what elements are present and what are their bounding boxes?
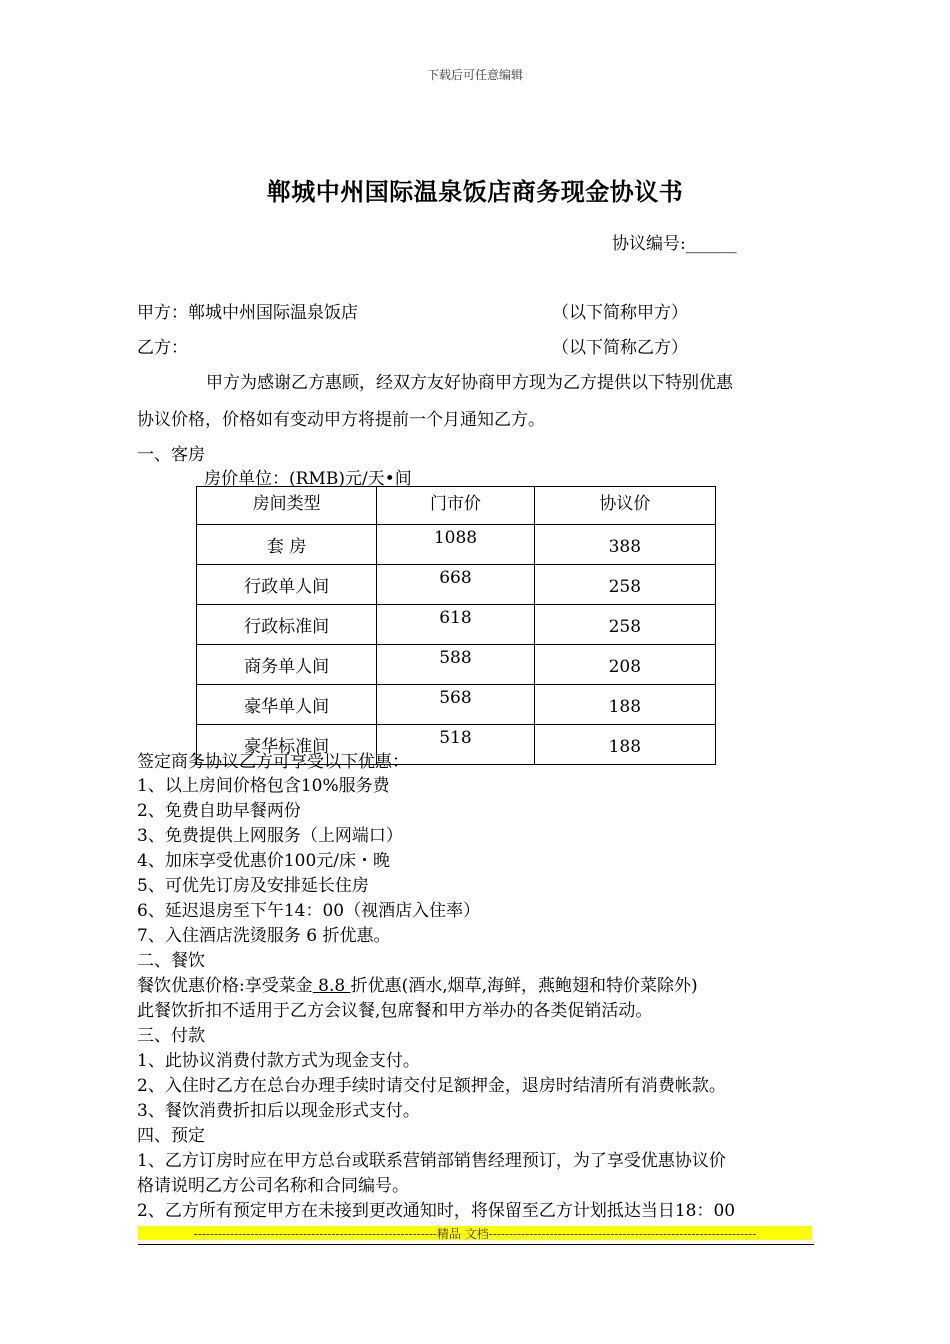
header-agreement-rate: 协议价 <box>534 487 715 525</box>
room-type: 行政标准间 <box>197 605 377 645</box>
room-type: 商务单人间 <box>197 645 377 685</box>
agreement-rate: 258 <box>534 565 715 605</box>
dining-discount-suffix: 折优惠(酒水,烟草,海鲜，燕鲍翅和特价菜除外) <box>350 976 698 996</box>
room-price-unit: 房价单位：(RMB)元/天•间 <box>204 469 412 489</box>
table-row <box>197 605 716 645</box>
header-note: 下载后可任意编辑 <box>426 68 523 82</box>
room-type: 豪华单人间 <box>197 685 377 725</box>
rack-rate: 618 <box>377 605 534 645</box>
intro-line-1: 甲方为感谢乙方惠顾，经双方友好协商甲方现为乙方提供以下特别优惠 <box>206 373 733 393</box>
room-type: 豪华标准间 <box>197 725 377 765</box>
dining-discount-prefix: 餐饮优惠价格:享受菜金 <box>137 976 313 996</box>
benefit-item: 3、免费提供上网服务（上网端口） <box>137 826 403 846</box>
party-a-note: （以下简称甲方） <box>552 303 688 323</box>
rack-rate: 668 <box>377 565 534 605</box>
dining-discount-value: 8.8 <box>312 976 351 996</box>
party-b: 乙方： <box>137 338 188 358</box>
rack-rate: 568 <box>377 685 534 725</box>
table-header-row <box>197 487 716 525</box>
benefit-item: 4、加床享受优惠价100元/床・晚 <box>137 851 390 871</box>
rack-rate: 1088 <box>377 525 534 565</box>
benefit-item: 1、以上房间价格包含10%服务费 <box>137 776 390 796</box>
benefit-item: 5、可优先订房及安排延长住房 <box>137 876 369 896</box>
agreement-number <box>612 229 737 254</box>
footer-text: ------------------------------------------------------------精品 文档------------------------------------------------------------------ <box>193 1227 757 1241</box>
booking-item-1-line-1: 1、乙方订房时应在甲方总台或联系营销部销售经理预订，为了享受优惠协议价 <box>137 1151 726 1171</box>
header-room-type: 房间类型 <box>197 487 377 525</box>
payment-item: 2、入住时乙方在总台办理手续时请交付足额押金，退房时结清所有消费帐款。 <box>137 1076 726 1096</box>
header-rack-rate: 门市价 <box>377 487 534 525</box>
agreement-rate: 188 <box>534 725 715 765</box>
payment-item: 1、此协议消费付款方式为现金支付。 <box>137 1051 420 1071</box>
section-rooms-heading: 一、客房 <box>137 445 205 465</box>
table-row <box>197 685 716 725</box>
agreement-rate: 188 <box>534 685 715 725</box>
footer-rule <box>138 1244 814 1245</box>
benefit-item: 7、入住酒店洗烫服务 6 折优惠。 <box>137 926 391 946</box>
table-row <box>197 525 716 565</box>
intro-line-2: 协议价格，价格如有变动甲方将提前一个月通知乙方。 <box>137 410 545 430</box>
dining-exclusion-line: 此餐饮折扣不适用于乙方会议餐,包席餐和甲方举办的各类促销活动。 <box>137 1001 653 1021</box>
section-dining-heading: 二、餐饮 <box>137 951 205 971</box>
booking-item-2-line-1: 2、乙方所有预定甲方在未接到更改通知时，将保留至乙方计划抵达当日18：00 <box>137 1201 736 1221</box>
rack-rate: 588 <box>377 645 534 685</box>
agreement-number-blank: ______ <box>685 234 737 254</box>
room-rate-table <box>196 486 716 765</box>
party-a: 甲方：郸城中州国际温泉饭店 <box>137 303 358 323</box>
agreement-rate: 388 <box>534 525 715 565</box>
benefit-item: 6、延迟退房至下午14：00（视酒店入住率） <box>137 901 481 921</box>
rack-rate: 518 <box>377 725 534 765</box>
agreement-number-label: 协议编号: <box>612 234 686 254</box>
section-booking-heading: 四、预定 <box>137 1126 205 1146</box>
party-b-note: （以下简称乙方） <box>552 338 688 358</box>
agreement-rate: 208 <box>534 645 715 685</box>
table-row <box>197 645 716 685</box>
booking-item-1-line-2: 格请说明乙方公司名称和合同编号。 <box>137 1176 409 1196</box>
table-row <box>197 565 716 605</box>
room-type: 行政单人间 <box>197 565 377 605</box>
dining-discount-line <box>137 971 698 996</box>
benefits-intro: 签定商务协议乙方可享受以下优惠： <box>137 752 409 772</box>
agreement-rate: 258 <box>534 605 715 645</box>
room-type: 套 房 <box>197 525 377 565</box>
payment-item: 3、餐饮消费折扣后以现金形式支付。 <box>137 1101 420 1121</box>
document-title: 郸城中州国际温泉饭店商务现金协议书 <box>266 178 684 206</box>
benefit-item: 2、免费自助早餐两份 <box>137 801 301 821</box>
section-payment-heading: 三、付款 <box>137 1026 205 1046</box>
